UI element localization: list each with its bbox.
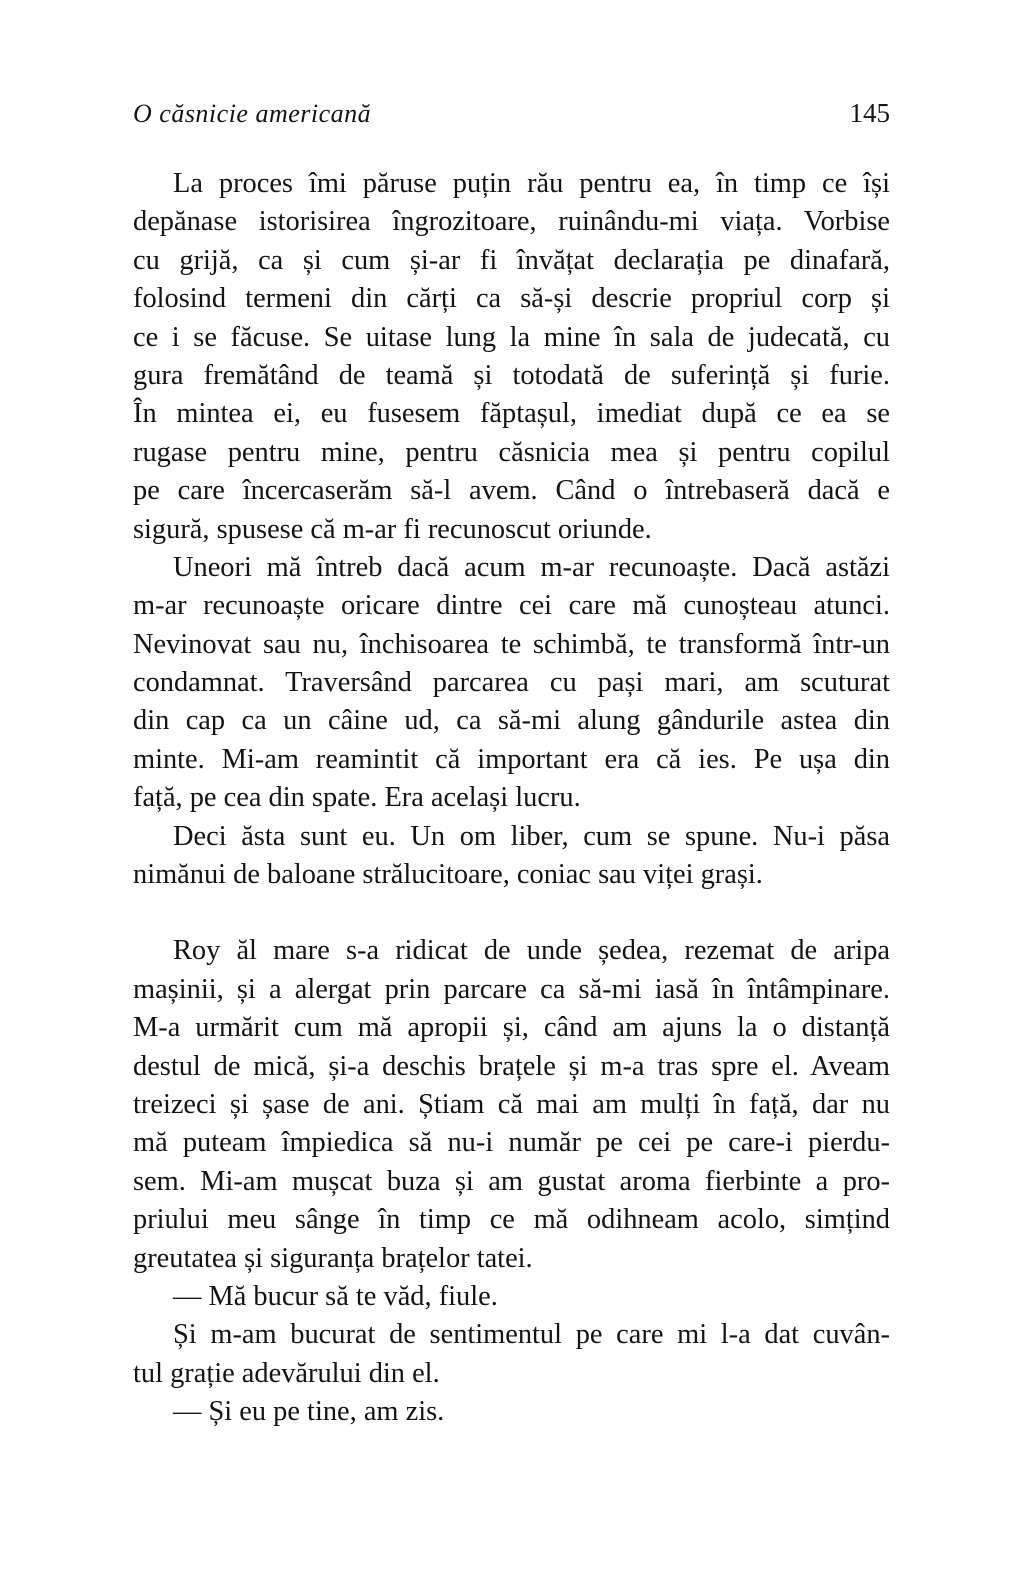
text-line: treizeci și șase de ani. Știam că mai am mulți în față, dar nu [133, 1088, 890, 1120]
running-header [133, 96, 890, 130]
text-line: tul grație adevărului din el. [133, 1357, 440, 1389]
text-line: greutatea și siguranța brațelor tatei. [133, 1242, 533, 1274]
text-line: nimănui de baloane strălucitoare, coniac sau viței grași. [133, 859, 763, 891]
text-line: destul de mică, și-a deschis brațele și m-a tras spre el. Aveam [133, 1050, 890, 1082]
text-line: — Și eu pe tine, am zis. [173, 1396, 445, 1428]
paragraph [133, 932, 890, 1278]
text-line: Uneori mă întreb dacă acum m-ar recunoaște. Dacă astăzi [173, 551, 890, 583]
text-line: Roy ăl mare s-a ridicat de unde ședea, rezemat de aripa [173, 935, 890, 967]
page-body [133, 165, 890, 1432]
text-line: sigură, spusese că m-ar fi recunoscut oriunde. [133, 513, 652, 545]
text-line: mașinii, și a alergat prin parcare ca să-mi iasă în întâmpinare. [133, 973, 890, 1005]
text-line: La proces îmi păruse puțin rău pentru ea, în timp ce își [173, 168, 890, 199]
text-line: sem. Mi-am mușcat buza și am gustat aroma fierbinte a pro- [133, 1165, 890, 1197]
paragraph [133, 165, 890, 549]
text-line: cu grijă, ca și cum și-ar fi învățat declarația pe dinafară, [133, 244, 890, 276]
text-line: minte. Mi-am reamintit că important era că ies. Pe ușa din [133, 743, 890, 775]
text-line: ce i se făcuse. Se uitase lung la mine în sala de judecată, cu [133, 321, 890, 353]
paragraph [133, 1393, 890, 1431]
text-line: Deci ăsta sunt eu. Un om liber, cum se spune. Nu-i păsa [173, 820, 890, 852]
text-line: din cap ca un câine ud, ca să-mi alung gândurile astea din [133, 705, 890, 737]
text-line: priului meu sânge în timp ce mă odihneam acolo, simțind [133, 1204, 890, 1236]
paragraph [133, 1278, 890, 1316]
text-line: gura fremătând de teamă și totodată de suferință și furie. [133, 359, 890, 391]
paragraph [133, 818, 890, 895]
text-line: pe care încercaserăm să-l avem. Când o întrebaseră dacă e [133, 475, 890, 507]
text-line: condamnat. Traversând parcarea cu pași mari, am scuturat [133, 667, 890, 699]
page-number: 145 [849, 98, 890, 128]
paragraph [133, 1316, 890, 1393]
text-line: — Mă bucur să te văd, fiule. [173, 1280, 498, 1312]
text-line: față, pe cea din spate. Era același lucru. [133, 782, 581, 814]
text-line: Și m-am bucurat de sentimentul pe care mi l-a dat cuvân- [173, 1319, 890, 1351]
text-line: mă puteam împiedica să nu-i număr pe cei pe care-i pierdu- [133, 1127, 890, 1159]
text-line: rugase pentru mine, pentru căsnicia mea și pentru copilul [133, 436, 890, 468]
text-line: Nevinovat sau nu, închisoarea te schimbă, te transformă într-un [133, 628, 890, 660]
text-line: depănase istorisirea îngrozitoare, ruinându-mi viața. Vorbise [133, 206, 890, 238]
running-title: O căsnicie americană [133, 99, 372, 128]
text-line: folosind termeni din cărți ca să-și descrie propriul corp și [133, 283, 890, 315]
text-line: În mintea ei, eu fusesem făptașul, imediat după ce ea se [133, 398, 890, 430]
paragraph [133, 549, 890, 818]
text-line: M-a urmărit cum mă apropii și, când am ajuns la o distanță [133, 1012, 890, 1044]
text-line: m-ar recunoaște oricare dintre cei care mă cunoșteau atunci. [133, 590, 890, 622]
